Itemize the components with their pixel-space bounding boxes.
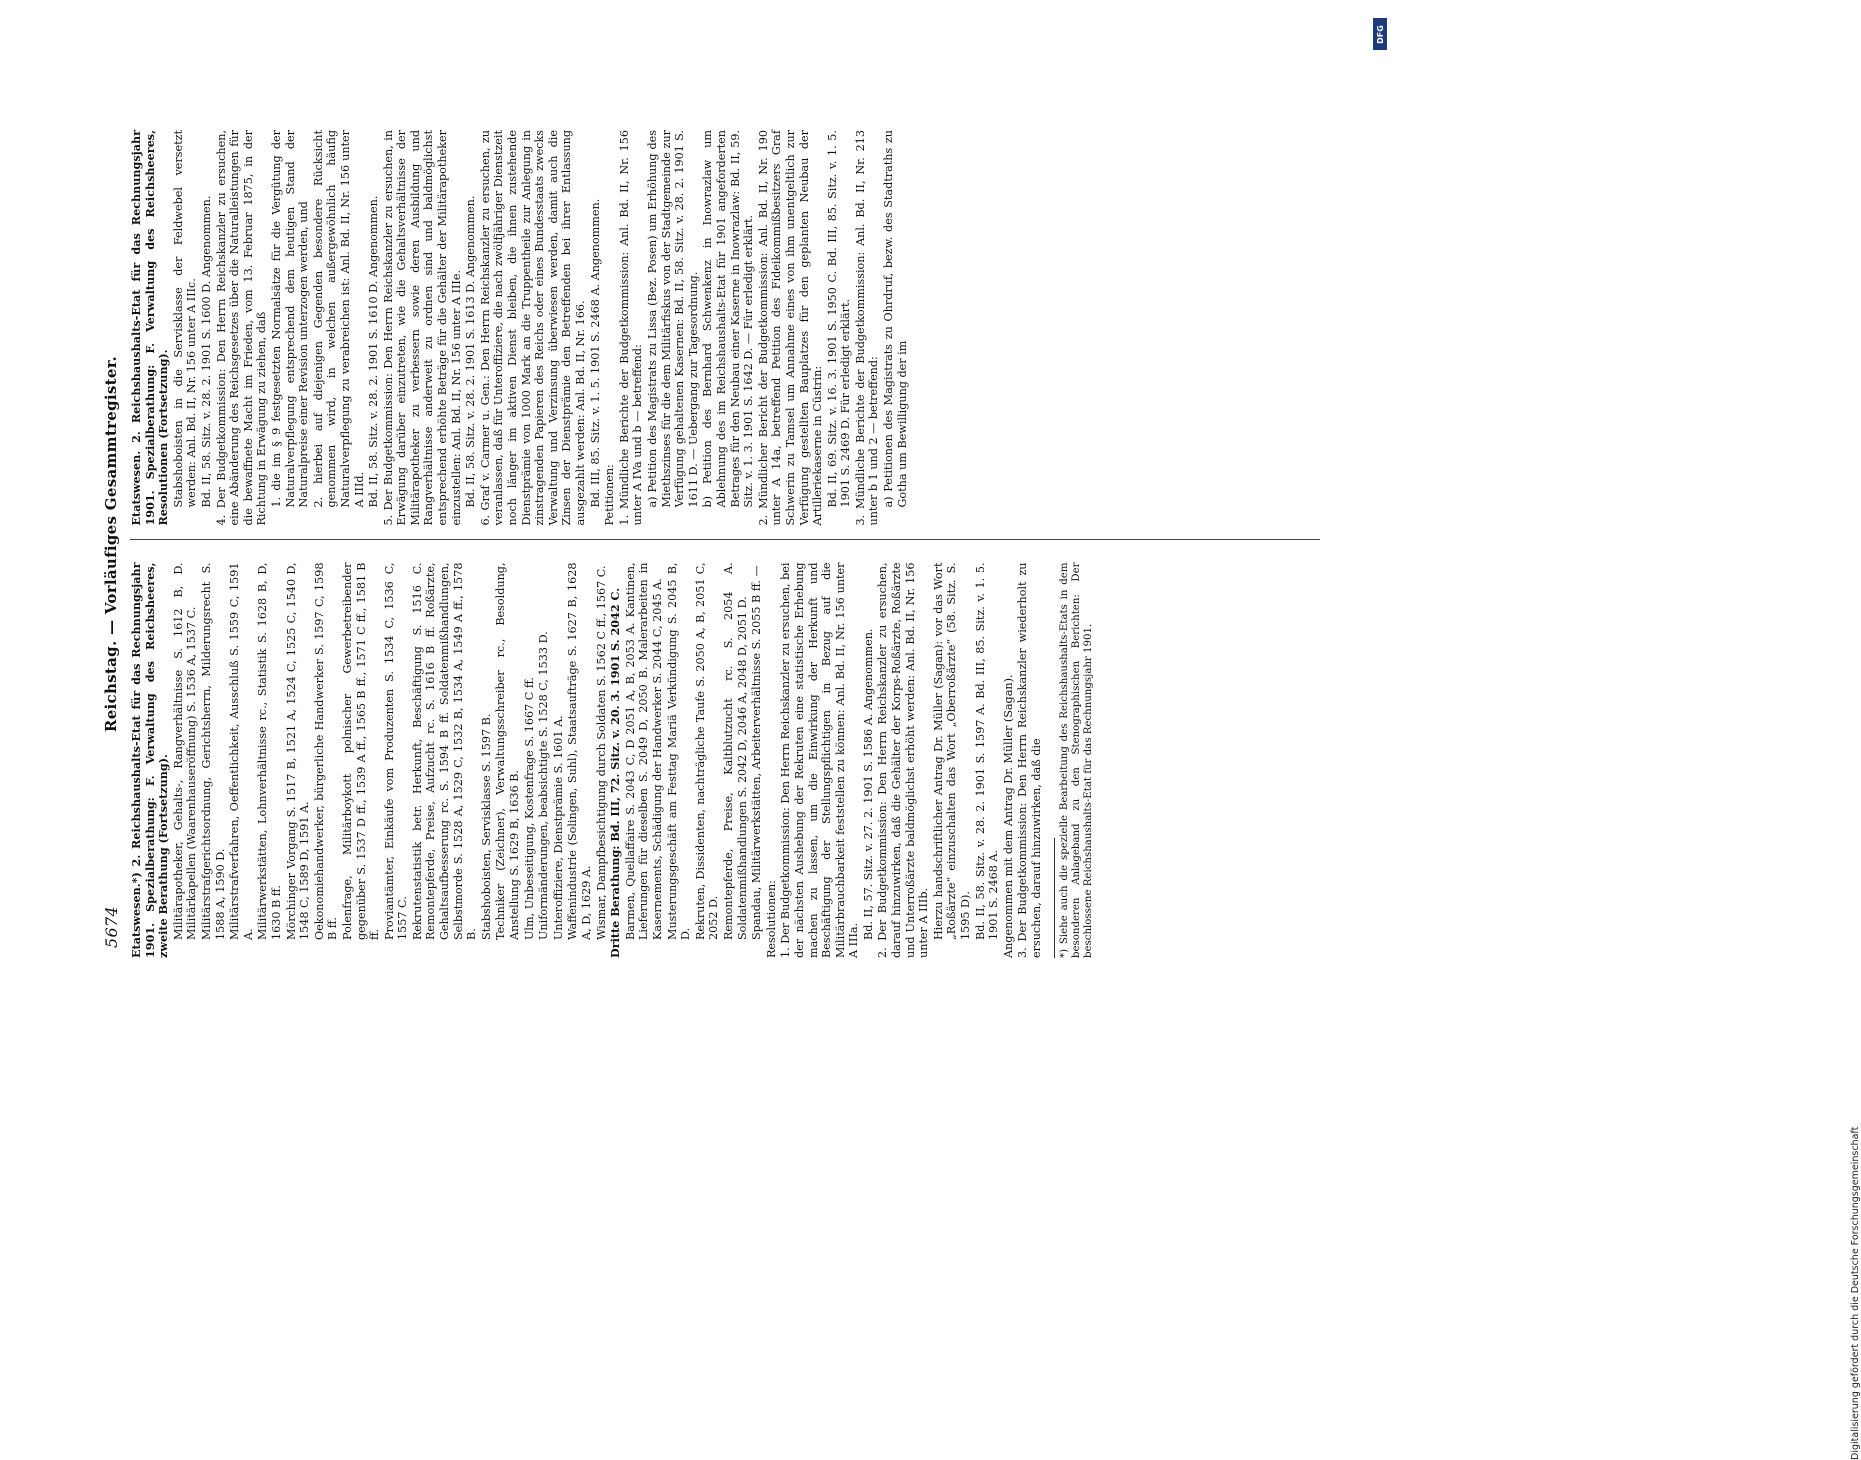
digitization-note [1375,10,1861,1460]
digitization-note-text: Digitalisierung gefördert durch die Deutsche Forschungsgemeinschaft [1850,1126,1861,1460]
entry-paragraph: Bd. II, 58. Sitz. v. 28. 2. 1901 S. 1600 D. Angenommen. [199,195,213,508]
entry-heading: Dritte Berathung: Bd. III, 72. Sitz. v. 20. 3. 1901 S. 2042 C. [608,587,623,958]
entry-paragraph: 2. Der Budgetkommission: Den Herrn Reichskanzler zu ersuchen, darauf hinzuwirken, daß die Gehälter der Korps-Roßärzte, Roßärzte und Unterroßärzte baldmöglichst erhöht werden: Anl. Bd. II, Nr. 156 unter A IIIb. [876,562,931,958]
entry-paragraph: a) Petitionen des Magistrats zu Ohrdruf, bezw. des Stadtraths zu Gotha um Bewilligung der im [882,130,909,508]
page-number: 5674 [102,906,121,948]
entry-paragraph: Uniformänderungen, beabsichtigte S. 1528 C, 1533 D. [537,631,551,940]
entry-paragraph: 6. Graf v. Carmer u. Gen.: Den Herrn Reichskanzler zu ersuchen, zu veranlassen, daß für Unteroffiziere, die nach zwölfjähriger Dienstzeit noch länger im aktiven Dienst bleiben, die ihnen zustehende Dienstprämie von 1000 Mark an die Truppentheile zur Anlegung in zinstragenden Papieren des Reichs oder eines Bundesstaats zwecks Verwaltung und Verzinsung überwiesen werden, damit auch die Zinsen der Dienstprämie den Betreffenden bei ihrer Entlassung ausgezahlt werden: Anl. Bd. II, Nr. 166. [478,130,587,526]
entry-paragraph: 3. Der Budgetkommission: Den Herrn Reichskanzler wiederholt zu ersuchen, darauf hinzuwirken, daß die [1016,562,1043,958]
entry-paragraph: 5. Der Budgetkommission: Den Herrn Reichskanzler zu ersuchen, in Erwägung darüber einzutreten, wie die Gehaltsverhältnisse der Militärapotheker zu verbessern sowie deren Ausbildung und Rangverhältnisse anderweit zu ordnen sind und baldmöglichst entsprechend erhöhte Beträge für die Gehälter der Militärapotheker einzustellen: Anl. Bd. II, Nr. 156 unter A IIIe. [381,130,463,526]
entry-paragraph: Waffenindustrie (Solingen, Suhl), Staatsaufträge S. 1627 B, 1628 A, D, 1629 A. [566,562,593,940]
entry-paragraph: Rekrutenstatistik betr. Herkunft, Beschäftigung S. 1516 C. Remontepferde, Preise, Aufzucht rc. S. 1616 B ff. Roßärzte, Gehaltsaufbesserung rc. S. 1594 B ff. Soldatenmißhandlungen, Selbstmorde S. 1528 A, 1529 C, 1532 B, 1534 A, 1549 A ff., 1578 B. [410,562,479,940]
entry-paragraph: Bd. II, 58. Sitz. v. 28. 2. 1901 S. 1610 D. Angenommen. [367,195,381,508]
footnote-rule [1054,838,1055,958]
entry-paragraph: Militärstrafverfahren, Oeffentlichkeit, Ausschluß S. 1559 C, 1591 A. [228,562,255,940]
entry-paragraph: 3. Mündliche Berichte der Budgetkommission: Anl. Bd. II, Nr. 213 unter b 1 und 2 — betreffend: [853,130,881,526]
entry-paragraph: Wismar, Dampfbesichtigung durch Soldaten S. 1562 C ff., 1567 C. [594,565,608,940]
entry-paragraph: Militärapotheker, Gehalts-, Rangverhältnisse S. 1612 B, D. Militärkapellen (Waarenhauseröffnung) S. 1536 A, 1537 C. [171,562,199,940]
entry-paragraph: Bd. II, 58. Sitz. v. 28. 2. 1901 S. 1613 D. Angenommen. [464,195,478,508]
running-head [96,130,130,958]
entry-paragraph: Hierzu handschriftlicher Antrag Dr. Müller (Sagan): vor das Wort „Roßärzte“ einzuschalten das Wort „Oberroßärzte“ (58. Sitz. S. 1595 D). [931,562,973,940]
entry-paragraph: Ulm, Unbeseitigung, Kostenfrage S. 1667 C ff. [522,677,536,940]
entry-paragraph: Unteroffiziere, Dienstprämie S. 1601 A. [551,715,565,940]
dfg-logo [1373,18,1387,50]
entry-paragraph: Oekonomiehandwerker, bürgerliche Handwerker S. 1597 C, 1598 B ff. [312,562,340,940]
entry-paragraph: Remontepferde, Preise, Kaltblutzucht rc. S. 2054 A. Soldatenmißhandlungen S. 2042 D, 2046 A, 2048 D, 2051 D. [721,562,749,940]
entry-paragraph: Bd. III, 85. Sitz. v. 1. 5. 1901 S. 2468 A. Angenommen. [588,198,602,508]
entry-paragraph: 1. die im § 9 festgesetzten Normalsätze für die Vergütung der Naturalverpflegung entsprechend dem heutigen Stand der Naturalpreise einer Revision unterzogen werden, und [269,130,311,508]
entry-paragraph: Stabshoboisten in die Servisklasse der Feldwebel versetzt werden: Anl. Bd. II, Nr. 156 unter A IIIc. [171,130,199,508]
entry-paragraph: Mörchinger Vorgang S. 1517 B, 1521 A, 1524 C, 1525 C, 1540 D, 1548 C, 1589 D, 1591 A. [284,562,312,940]
entry-paragraph: Angenommen mit dem Antrag Dr. Müller (Sagan). [1001,674,1015,958]
text-columns [130,130,1320,958]
dfg-logo-text: DFG [1375,24,1385,44]
entry-paragraph: Musterungsgeschäft am Festtag Mariä Verkündigung S. 2045 B, D. [665,562,693,940]
entry-paragraph: Bd. II, 58. Sitz. v. 28. 2. 1901 S. 1597 A. Bd. III, 85. Sitz. v. 1. 5. 1901 S. 2468 A. [973,562,1001,940]
entry-paragraph: Resolutionen: [764,880,778,958]
entry-paragraph: Militärwerkstätten, Lohnverhältnisse rc., Statistik S. 1628 B, D, 1630 B ff. [256,562,283,940]
entry-paragraph: a) Petition des Magistrats zu Lissa (Bez. Posen) um Erhöhung des Miethszinses für die dem Militärfiskus von der Stadtgemeinde zur Verfügung gehaltenen Kasernen: Bd. II, 58. Sitz. v. 28. 2. 1901 S. 1611 D. — Uebergang zur Tagesordnung. [645,130,700,508]
footnote: *) Siehe auch die spezielle Bearbeitung des Reichshaushalts-Etats in dem besonderen Anlageband zu den Stenographischen Berichten: Der beschlossene Reichshaushalts-Etat für das Rechnungsjahr 1901. [1058,562,1095,958]
entry-paragraph: b) Petition des Bernhard Schwenkenz in Inowrazlaw um Ablehnung des im Reichshaushalts-Etat für 1901 angeforderten Betrages für den Neubau einer Kaserne in Inowrazlaw: Bd. II, 59. Sitz. v. 1. 3. 1901 S. 1642 D. — Für erledigt erklärt. [701,130,756,508]
entry-paragraph: 2. Mündlicher Bericht der Budgetkommission: Anl. Bd. II, Nr. 190 unter A 14a, betreffend Petition des Fideikommißbesitzers Graf Schwerin zu Tamsel um Annahme eines von ihm unentgeltlich zur Verfügung gestellten Bauplatzes für den geplanten Neubau der Artilleriekaserne in Cüstrin: [756,130,825,526]
left-column [130,563,1320,959]
entry-paragraph: 1. Mündliche Berichte der Budgetkommission: Anl. Bd. II, Nr. 156 unter A IVa und b — betreffend: [617,130,645,526]
entry-paragraph: Militärstrafgerichtsordnung, Gerichtsherrn, Milderungsrecht S. 1588 A, 1590 D. [199,562,227,940]
entry-paragraph: Spandau, Militärwerkstätten, Arbeiterverhältnisse S. 2055 B ff. — [750,565,764,940]
entry-paragraph: Barmen, Quellaffaire S. 2043 C, D 2051 A, B, 2053 A. Kantinen, Lieferungen für dieselben S. 2049 D, 2050 B. Malerarbeiten in Kasernements, Schädigung der Handwerker S. 2044 C, 2045 A. [623,562,664,940]
entry-paragraph: Petitionen: [603,464,617,526]
right-column-body [130,130,909,526]
entry-paragraph: Bd. II, 69. Sitz. v. 16. 3. 1901 S. 1950 C. Bd. III, 85. Sitz. v. 1. 5. 1901 S. 2469 D. Für erledigt erklärt. [825,130,853,508]
entry-paragraph: Proviantämter, Einkäufe vom Produzenten S. 1534 C, 1536 C, 1557 C. [382,562,410,940]
entry-heading: Etatswesen. 2. Reichshaushalts-Etat für das Rechnungsjahr 1901. Spezialberathung: F. Verwaltung des Reichsheeres, Resolutionen (Fortsetzung). [129,130,171,526]
entry-paragraph: 1. Der Budgetkommission: Den Herrn Reichskanzler zu ersuchen, bei der nächsten Aushebung der Rekruten eine statistische Erhebung machen zu lassen, um die Einwirkung der Herkunft und Beschäftigung der Stellungspflichtigen in Bezug auf die Militärbrauchbarkeit feststellen zu können: Anl. Bd. II, Nr. 156 unter A IIIa. [779,562,861,958]
entry-paragraph: 4. Der Budgetkommission: Den Herrn Reichskanzler zu ersuchen, eine Abänderung des Reichsgesetzes über die Naturalleistungen für die bewaffnete Macht im Frieden, vom 13. Februar 1875, in der Richtung in Erwägung zu ziehen, daß [214,130,269,526]
entry-paragraph: Stabshoboisten, Servisklasse S. 1597 B. [479,713,493,940]
right-column [130,130,1320,541]
left-column-body [130,563,1044,959]
entry-paragraph: Rekruten, Dissidenten, nachträgliche Taufe S. 2050 A, B, 2051 C, 2052 D. [693,562,721,940]
entry-paragraph: Techniker (Zeichner), Verwaltungsschreiber rc., Besoldung, Anstellung S. 1629 B, 1636 B. [494,562,522,940]
entry-paragraph: Polenfrage, Militärboykott polnischer Gewerbetreibender gegenüber S. 1537 D ff., 1539 A ff., 1565 B ff., 1571 C ff., 1581 B ff. [340,562,382,940]
entry-paragraph: Bd. II, 57. Sitz. v. 27. 2. 1901 S. 1586 A. Angenommen. [861,628,875,940]
entry-heading: Etatswesen.*) 2. Reichshaushalts-Etat für das Rechnungsjahr 1901. Spezialberathung: F. Verwaltung des Reichsheeres, zweite Berathung (Fortsetzung). [129,562,171,958]
running-title: Reichstag. — Vorläufiges Gesammtregister. [102,355,120,733]
entry-paragraph: 2. hierbei auf diejenigen Gegenden besondere Rücksicht genommen wird, in welchen außergewöhnlich häufig Naturalverpflegung zu verabreichen ist: Anl. Bd. II, Nr. 156 unter A IIId. [311,130,366,508]
